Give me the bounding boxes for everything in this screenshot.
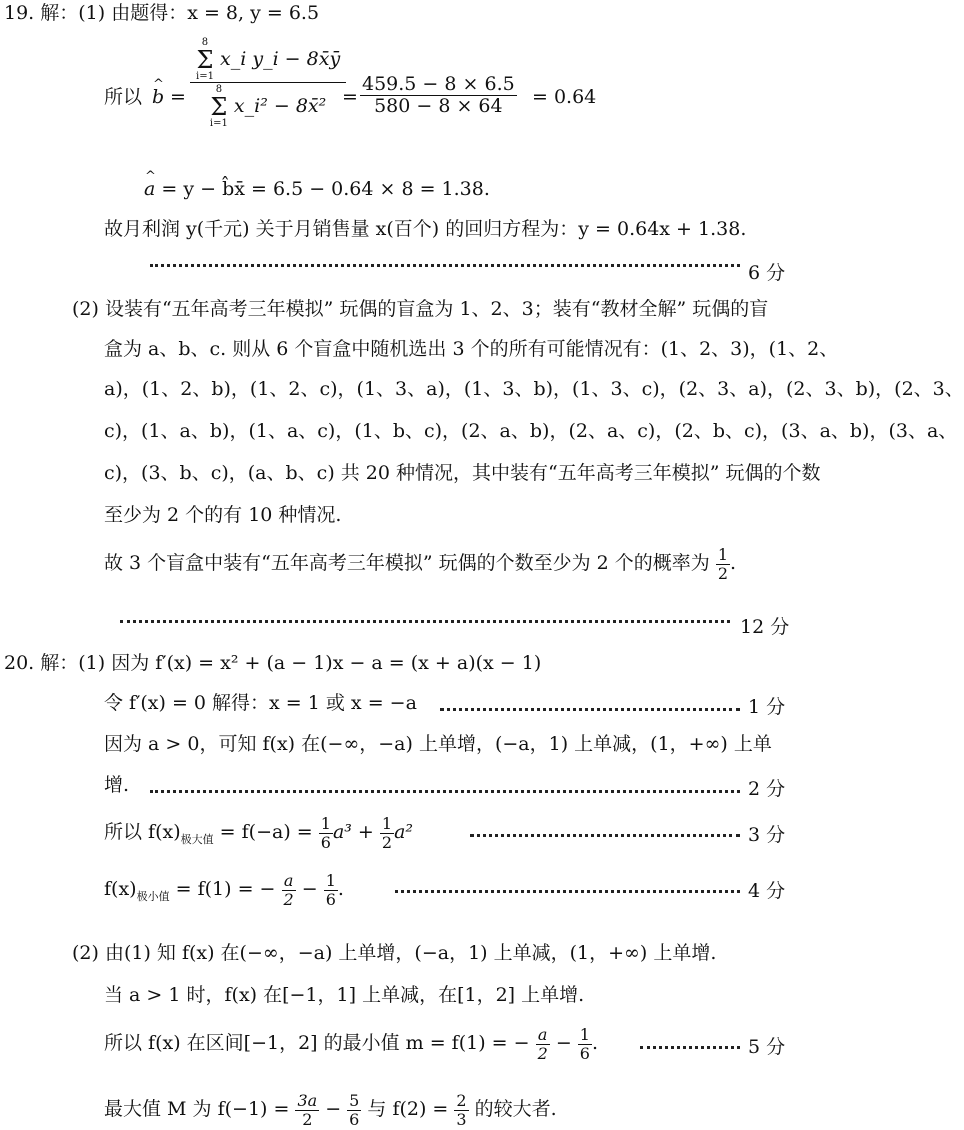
fmin-subscript: 极小值 bbox=[136, 889, 170, 903]
q20-part2-line2: 当 a > 1 时，f(x) 在[−1，1] 上单减，在[1，2] 上单增. bbox=[104, 984, 585, 1006]
fmin-mid: = f(1) = − bbox=[175, 878, 276, 901]
fmin-end: . bbox=[337, 878, 344, 901]
fmax-term1: a³ + bbox=[332, 821, 374, 844]
score-6: 6 分 bbox=[748, 262, 786, 284]
prob-numerator: 1 bbox=[717, 545, 729, 564]
q20-part2-line1: (2) 由(1) 知 f(x) 在(−∞，−a) 上单增，(−a，1) 上单减，(1，+∞) 上单增. bbox=[72, 942, 717, 964]
a-equation: = y − b̂x̄ = 6.5 − 0.64 × 8 = 1.38. bbox=[161, 178, 490, 200]
b-prefix: 所以 bbox=[104, 86, 143, 108]
fmin-prefix: f(x) bbox=[104, 878, 137, 901]
q19-part2-line6: 至少为 2 个的有 10 种情况. bbox=[104, 504, 342, 526]
q20-min-line bbox=[104, 872, 344, 908]
prob-denominator: 2 bbox=[717, 563, 729, 583]
score-1: 1 分 bbox=[748, 696, 786, 718]
max-text-a: 最大值 M 为 f(−1) = bbox=[104, 1098, 290, 1121]
dotted-leader bbox=[470, 834, 740, 837]
b-mid-numerator: 459.5 − 8 × 6.5 bbox=[362, 73, 515, 95]
fraction-a-half: $\frac{a}{2}$ bbox=[537, 1025, 548, 1063]
min-end: . bbox=[591, 1032, 599, 1055]
b-main-fraction: 8 Σ i=1 x_i y_i − 8x̄ȳ 8 Σ i=1 x_i² − 8x̄² bbox=[190, 38, 346, 129]
b-result: = 0.64 bbox=[532, 86, 597, 108]
score-5: 5 分 bbox=[748, 1036, 786, 1058]
dotted-leader bbox=[150, 264, 740, 267]
b-hat-symbol: ^ b bbox=[152, 86, 164, 109]
fmax-term2: a² bbox=[394, 821, 414, 844]
q19-part2-line4: c)，(1、a、b)，(1、a、c)，(1、b、c)，(2、a、b)，(2、a、c)，(2、b、c)，(3、a、b)，(3、a、 bbox=[104, 420, 958, 442]
fraction-two-third: $\frac{2}{3}$ bbox=[456, 1091, 467, 1129]
fmax-subscript: 极大值 bbox=[180, 832, 214, 846]
b-mid-denominator: 580 − 8 × 64 bbox=[374, 94, 503, 117]
fmax-mid: = f(−a) = bbox=[219, 821, 313, 844]
q20-part2-max: 最大值 M 为 f(−1) = $\frac{3a}{2}$ − $\frac{5}{6}$ 与 f(2) = $\frac{2}{3}$ 的较大者. bbox=[104, 1091, 557, 1129]
fmin-minus: − bbox=[301, 878, 318, 901]
fraction-one-sixth: $\frac{1}{6}$ bbox=[325, 871, 336, 909]
max-text-b: 与 f(2) = bbox=[367, 1098, 449, 1121]
q20-line4: 增. bbox=[104, 774, 130, 796]
q20-header: 20. 解：(1) 因为 f′(x) = x² + (a − 1)x − a = (x + a)(x − 1) bbox=[4, 652, 542, 674]
dotted-leader bbox=[150, 790, 740, 793]
q20-max-line bbox=[104, 815, 413, 851]
q19-probability-line: 故 3 个盲盒中装有“五年高考三年模拟” 玩偶的个数至少为 2 个的概率为 $\frac{1}{2}$ . bbox=[104, 545, 737, 583]
fraction-one-sixth: $\frac{1}{6}$ bbox=[320, 814, 331, 852]
score-12: 12 分 bbox=[740, 616, 790, 638]
dotted-leader bbox=[120, 620, 730, 623]
fmax-prefix: 所以 f(x) bbox=[104, 821, 181, 844]
probability-text: 故 3 个盲盒中装有“五年高考三年模拟” 玩偶的个数至少为 2 个的概率为 bbox=[104, 552, 710, 575]
max-text-c: 的较大者. bbox=[474, 1098, 557, 1121]
dotted-leader bbox=[440, 708, 740, 711]
score-3: 3 分 bbox=[748, 824, 786, 846]
q19-part2-line5: c)，(3、b、c)，(a、b、c) 共 20 种情况，其中装有“五年高考三年模拟” 玩偶的个数 bbox=[104, 462, 821, 484]
q19-regression: 故月利润 y(千元) 关于月销售量 x(百个) 的回归方程为：y = 0.64x + 1.38. bbox=[104, 218, 747, 240]
b-denominator: x_i² − 8x̄² bbox=[233, 95, 327, 117]
fraction-one-half: $\frac{1}{2}$ bbox=[381, 814, 393, 852]
b-numerator: x_i y_i − 8x̄ȳ bbox=[220, 48, 341, 70]
b-value-fraction bbox=[360, 74, 517, 117]
fraction-five-sixth: $\frac{5}{6}$ bbox=[349, 1091, 360, 1129]
probability-fraction bbox=[716, 546, 730, 582]
fraction-one-sixth: $\frac{1}{6}$ bbox=[579, 1025, 590, 1063]
fraction-a-half: $\frac{a}{2}$ bbox=[283, 871, 294, 909]
q19-part2-line3: a)，(1、2、b)，(1、2、c)，(1、3、a)，(1、3、b)，(1、3、c)，(2、3、a)，(2、3、b)，(2、3、 bbox=[104, 378, 964, 400]
q19-header: 19. 解：(1) 由题得：x = 8, y = 6.5 bbox=[4, 2, 320, 24]
dotted-leader bbox=[395, 890, 740, 893]
q19-a-line: ^ a = y − b̂x̄ = 6.5 − 0.64 × 8 = 1.38. bbox=[144, 178, 490, 201]
q19-part2-line2: 盒为 a、b、c. 则从 6 个盲盒中随机选出 3 个的所有可能情况有：(1、2、3)，(1、2、 bbox=[104, 338, 839, 360]
q20-line2: 令 f′(x) = 0 解得：x = 1 或 x = −a bbox=[104, 692, 417, 714]
q20-line3: 因为 a > 0，可知 f(x) 在(−∞，−a) 上单增，(−a，1) 上单减，(1，+∞) 上单 bbox=[104, 733, 772, 755]
q19-part2-line1: (2) 设装有“五年高考三年模拟” 玩偶的盲盒为 1、2、3；装有“教材全解” 玩偶的盲 bbox=[72, 298, 769, 320]
min-value-text: 所以 f(x) 在区间[−1，2] 的最小值 m = f(1) = − bbox=[104, 1032, 530, 1055]
q20-part2-min: 所以 f(x) 在区间[−1，2] 的最小值 m = f(1) = − $\frac{a}{2}$ − $\frac{1}{6}$ . bbox=[104, 1025, 599, 1063]
dotted-leader bbox=[640, 1046, 740, 1049]
score-2: 2 分 bbox=[748, 778, 786, 800]
fraction-3a-half: $\frac{3a}{2}$ bbox=[297, 1091, 318, 1129]
score-4: 4 分 bbox=[748, 880, 786, 902]
